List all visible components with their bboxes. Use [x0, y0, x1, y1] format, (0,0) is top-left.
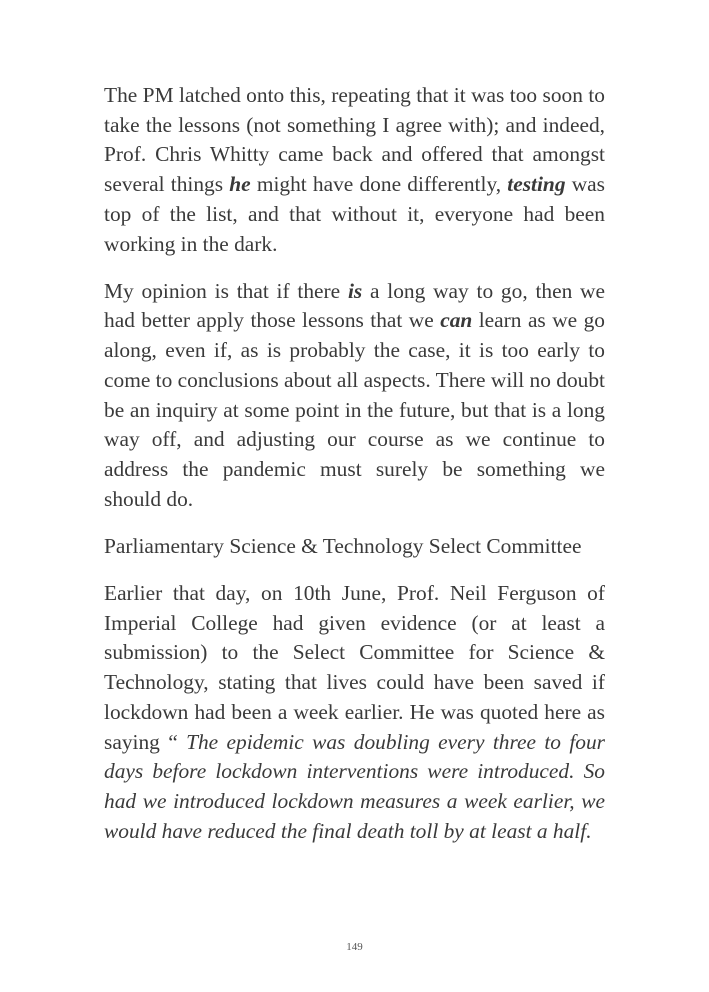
text-run: a long way to go, then we had better apply those lessons that we	[104, 278, 605, 333]
page-body	[104, 81, 605, 864]
emphasis-is: is	[347, 278, 363, 303]
emphasis-he: he	[229, 172, 251, 197]
text-run: My opinion is that if there	[104, 278, 348, 303]
quote-text: The epidemic was doubling every three to four days before lockdown interventions were introduced. So had we introduced lockdown measures a week earlier, we would have reduced the final death toll by at least a half.	[104, 729, 606, 843]
paragraph-1	[104, 81, 605, 259]
text-run: was top of the list, and that without it, everyone had been working in the dark.	[104, 172, 605, 256]
section-heading: Parliamentary Science & Technology Select Committee	[104, 533, 582, 558]
emphasis-testing: testing	[507, 172, 566, 197]
text-run: learn as we go along, even if, as is probably the case, it is too early to come to conclusions about all aspects. There will no doubt be an inquiry at some point in the future, but that is a long way off, and adjusting our course as we continue to address the pandemic must surely be something we should do.	[104, 308, 605, 511]
text-run: The PM latched onto this, repeating that it was too soon to take the lessons (not something I agree with); and indeed, Prof. Chris Whitty came back and offered that amongst several things	[104, 83, 605, 197]
emphasis-can: can	[440, 308, 473, 333]
page-number: 149	[346, 941, 363, 953]
paragraph-3	[104, 579, 605, 846]
text-run: might have done differently,	[250, 172, 508, 197]
text-run: Earlier that day, on 10th June, Prof. Neil Ferguson of Imperial College had given evidence (or at least a submission) to the Select Committee for Science & Technology, stating that lives could have been saved if lockdown had been a week earlier. He was quoted here as saying “	[104, 581, 605, 754]
paragraph-2	[104, 277, 605, 515]
